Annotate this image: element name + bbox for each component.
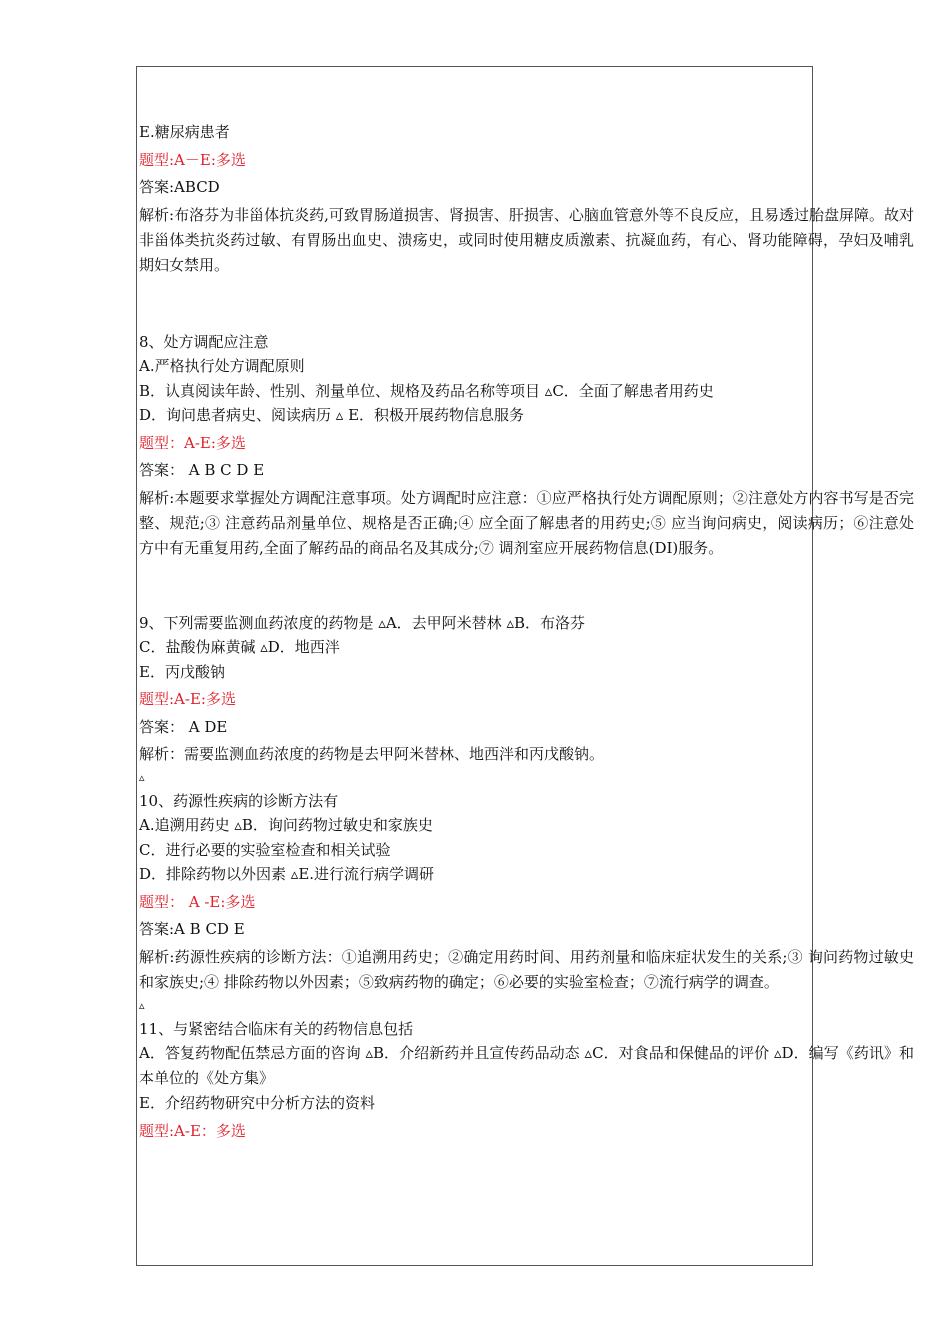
q10-options-ab: A.追溯用药史 ▵B．询问药物过敏史和家族史 (139, 816, 433, 834)
q9-type: 题型:A-E:多选 (139, 690, 236, 708)
q10-stem: 10、药源性疾病的诊断方法有 (139, 791, 339, 810)
separator-mark: ▵ (139, 770, 145, 784)
q10-analysis: 解析:药源性疾病的诊断方法：①追溯用药史；②确定用药时间、用药剂量和临床症状发生的关系;③ 询问药物过敏史和家族史;④ 排除药物以外因素；⑤致病药物的确定；⑥必要的实验室检查；⑦流行病学的调查。 (139, 947, 914, 991)
q7-type: 题型:A－E:多选 (139, 150, 246, 169)
q10-options-de: D．排除药物以外因素 ▵E.进行流行病学调研 (139, 865, 435, 883)
spacer (139, 561, 914, 611)
q11-options-abcd: A．答复药物配伍禁忌方面的咨询 ▵B．介绍新药并且宣传药品动态 ▵C．对食品和保健品的评价 ▵D．编写《药讯》和本单位的《处方集》 (139, 1044, 914, 1087)
q7-answer: 答案:ABCD (139, 178, 220, 196)
q8-analysis: 解析:本题要求掌握处方调配注意事项。处方调配时应注意：①应严格执行处方调配原则；②注意处方内容书写是否完整、规范;③ 注意药品剂量单位、规格是否正确;④ 应全面了解患者的用药史;⑤ 应当询问病史，阅读病历；⑥注意处方中有无重复用药,全面了解药品的商品名及其成分;⑦ 调剂室应开展药物信息(DI)服务。 (139, 488, 914, 557)
q10-type: 题型： A -E:多选 (139, 892, 256, 911)
q9-stem: 9、下列需要监测血药浓度的药物是 ▵A．去甲阿米替林 ▵B．布洛芬 (139, 613, 585, 632)
q10-option-c: C．进行必要的实验室检查和相关试验 (139, 840, 391, 859)
q7-analysis: 解析:布洛芬为非甾体抗炎药,可致胃肠道损害、肾损害、肝损害、心脑血管意外等不良反应，且易透过胎盘屏障。故对非甾体类抗炎药过敏、有胃肠出血史、溃疡史，或同时使用糖皮质激素、抗凝血药，有心、肾功能障碍，孕妇及哺乳期妇女禁用。 (139, 205, 914, 274)
q9-option-e: E．丙戊酸钠 (139, 662, 225, 681)
q8-stem: 8、处方调配应注意 (139, 332, 269, 351)
spacer (139, 278, 914, 330)
q9-analysis: 解析：需要监测血药浓度的药物是去甲阿米替林、地西泮和丙戊酸钠。 (139, 745, 605, 763)
separator-mark: ▵ (139, 998, 145, 1012)
q11-stem: 11、与紧密结合临床有关的药物信息包括 (139, 1019, 414, 1038)
q7-option-e: E.糖尿病患者 (139, 123, 230, 141)
q8-options-bc: B．认真阅读年龄、性别、剂量单位、规格及药品名称等项目 ▵C．全面了解患者用药史 (139, 381, 714, 400)
q8-option-a: A.严格执行处方调配原则 (139, 357, 305, 375)
q8-type: 题型：A-E:多选 (139, 433, 246, 452)
q9-options-cd: C．盐酸伪麻黄碱 ▵D．地西泮 (139, 638, 340, 656)
q11-type: 题型:A-E：多选 (139, 1121, 246, 1140)
document-body (139, 120, 914, 1143)
q11-option-e: E．介绍药物研究中分析方法的资料 (139, 1094, 375, 1112)
q8-answer: 答案： A B C D E (139, 461, 265, 479)
q8-options-de: D．询问患者病史、阅读病历 ▵ E．积极开展药物信息服务 (139, 406, 525, 424)
q10-answer: 答案:A B CD E (139, 920, 245, 938)
q9-answer: 答案： A DE (139, 717, 228, 736)
